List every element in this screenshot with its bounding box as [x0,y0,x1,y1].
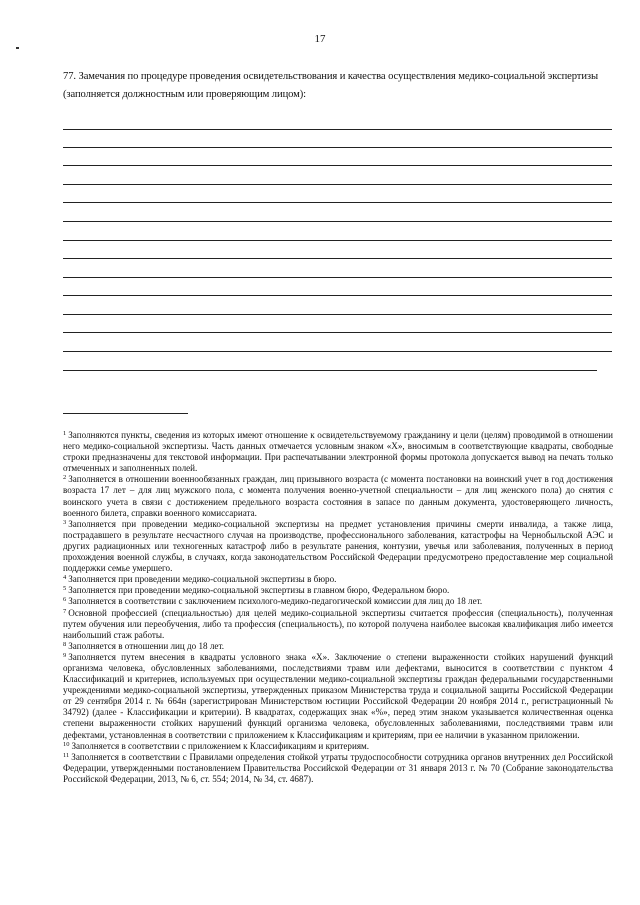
footnote-number: 11 [63,751,70,759]
blank-line[interactable] [63,351,612,352]
footnote-text: Основной профессией (специальностью) для целей медико-социальной экспертизы считается профессия (специальность), полученная путем обучения или переобучения, либо та профессия (специальность), по которой получена наиболее высокая квалификация либо имеется наибольший стаж работы. [63,607,613,640]
footnote-number: 10 [63,740,70,748]
footnote-8 [63,641,613,652]
footnote-number: 3 [63,518,67,526]
footnote-text: Заполняется при проведении медико-социальной экспертизы на предмет установления причины смерти инвалида, а также лица, пострадавшего в результате несчастного случая на производстве, профессионального заболевания, катастрофы на Чернобыльской АЭС и других радиационных или техногенных катастроф либо в результате ранения, контузии, увечья или заболевания, полученных в период прохождения военной службы, в случаях, когда законодательством Российской Федерации предусмотрено предоставление мер социальной поддержки семье умершего. [63,518,613,574]
footnote-number: 7 [63,607,67,615]
section-subtitle: (заполняется должностным или проверяющим лицом): [63,89,307,100]
footnote-text: Заполняется в отношении лиц до 18 лет. [68,640,225,651]
footnote-text: Заполняется в отношении военнообязанных граждан, лиц призывного возраста (с момента постановки на воинский учет в год достижения возраста 17 лет – для лиц мужского пола, с момента получения военно-учетной специальности – для лиц женского пола) до снятия с воинского учета в связи с достижением предельного возраста состояния в запасе по данным документа, удостоверяющего личность, военного билета, справки военного комиссариата. [63,474,613,518]
scan-artifact-mark [16,47,19,49]
blank-line[interactable] [63,314,612,315]
footnote-number: 6 [63,596,67,604]
blank-line[interactable] [63,258,612,259]
section-77-heading [63,68,623,104]
footnote-number: 8 [63,640,67,648]
footnote-4 [63,574,613,585]
blank-line[interactable] [63,221,612,222]
footnote-number: 9 [63,651,67,659]
blank-line[interactable] [63,129,612,130]
footnote-text: Заполняется при проведении медико-социальной экспертизы в бюро. [68,574,337,585]
blank-line[interactable] [63,240,612,241]
footnote-10 [63,741,613,752]
footnote-3 [63,519,613,574]
blank-line[interactable] [63,184,612,185]
blank-line[interactable] [63,147,612,148]
footnote-number: 2 [63,474,67,482]
footnote-1 [63,430,613,474]
footnote-9 [63,652,613,741]
footnote-number: 4 [63,574,67,582]
footnote-text: Заполняется в соответствии с Правилами определения стойкой утраты трудоспособности сотрудника органов внутренних дел Российской Федерации, утвержденными постановлением Правительства Российской Федерации от 31 января 2013 г. № 70 (Собрание законодательства Российской Федерации, 2013, № 6, ст. 554; 2014, № 34, ст. 4687). [63,751,613,784]
blank-line[interactable] [63,202,612,203]
footnote-6 [63,596,613,607]
blank-line[interactable] [63,165,612,166]
page-number: 17 [314,33,326,45]
footnote-number: 1 [63,430,67,437]
footnote-7 [63,608,613,641]
footnote-text: Заполняется путем внесения в квадраты условного знака «Х». Заключение о степени выраженности стойких нарушений функций организма человека, обусловленных заболеваниями, последствиями травм или дефектами, выносится в соответствии с пунктом 4 Классификаций и критериев, используемых при осуществлении медико-социальной экспертизы граждан федеральными государственными учреждениями медико-социальной экспертизы, утвержденных приказом Министерства труда и социальной защиты Российской Федерации от 29 сентября 2014 г. № 664н (зарегистрирован Министерством юстиции Российской Федерации 20 ноября 2014 г., регистрационный № 34792) (далее - Классификации и критерии). В квадратах, содержащих знак «%», перед этим знаком указывается количественная оценка степени выраженности стойких нарушений функций организма человека, обусловленных заболеваниями, последствиями травм или дефектами, установленная в соответствии с приложением к Классификациям и критериям, при ее наличии в указанном приложении. [63,651,613,740]
footnote-text: Заполняется в соответствии с приложением к Классификациям и критериям. [71,740,370,751]
footnote-2 [63,474,613,518]
blank-line[interactable] [63,295,612,296]
footnote-text: Заполняется при проведении медико-социальной экспертизы в главном бюро, Федеральном бюро. [68,585,450,596]
footnote-text: Заполняются пункты, сведения из которых имеют отношение к освидетельствуемому гражданину и цели (целям) проводимой в отношении него медико-социальной экспертизы. Часть данных отмечается условным знаком «Х», вносимым в соответствующие квадраты, свободные строки предназначены для текстовой информации. При распечатывании электронной формы протокола допускается вывод на печать только отмеченных и заполненных полей. [63,430,613,474]
footnote-separator [63,413,188,414]
blank-line[interactable] [63,277,612,278]
blank-line[interactable] [63,370,597,371]
section-title: 77. Замечания по процедуре проведения освидетельствования и качества осуществления медико-социальной экспертизы [63,71,599,82]
footnote-11 [63,752,613,785]
footnote-number: 5 [63,585,67,593]
footnotes [63,430,613,785]
blank-line[interactable] [63,332,612,333]
footnote-5 [63,585,613,596]
footnote-text: Заполняется в соответствии с заключением психолого-медико-педагогической комиссии для лиц до 18 лет. [68,596,483,607]
